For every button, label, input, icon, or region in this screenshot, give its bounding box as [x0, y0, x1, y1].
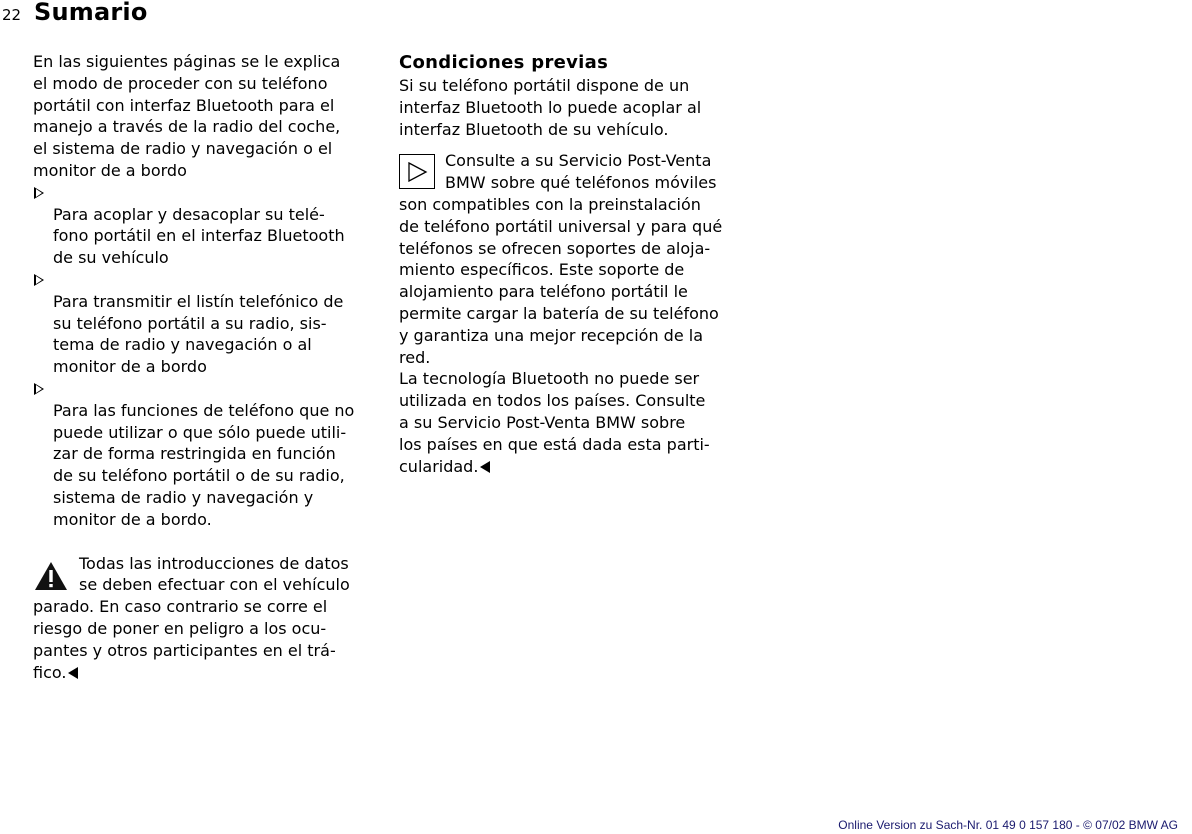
list-item-text: Para acoplar y desacoplar su telé- fono portátil en el interfaz Bluetooth de su vehículo — [53, 204, 345, 268]
footer-copyright: Online Version zu Sach-Nr. 01 49 0 157 180 - © 07/02 BMW AG — [838, 818, 1178, 832]
list-item-text: Para transmitir el listín telefónico de su teléfono portátil a su radio, sis- tema de radio y navegación o al monitor de a bordo — [53, 291, 344, 377]
bullet-triangle-icon — [34, 187, 44, 199]
bullet-list — [33, 182, 383, 531]
prerequisites-paragraph: Si su teléfono portátil dispone de un interfaz Bluetooth lo puede acoplar al interfaz Bluetooth de su vehículo. — [399, 76, 702, 139]
note-text-rest — [399, 194, 749, 477]
page-number: 22 — [2, 6, 22, 24]
section-heading: Condiciones previas — [399, 52, 609, 73]
end-marker-icon — [480, 461, 490, 473]
warning-triangle-icon — [33, 560, 69, 592]
list-item-text: Para las funciones de teléfono que no puede utilizar o que sólo puede utili- zar de forma restringida en función de su teléfono portátil o de su radio, sistema de radio y navegación y monitor de a bordo. — [53, 400, 355, 529]
end-marker-icon — [68, 667, 78, 679]
list-item — [33, 269, 383, 378]
right-column — [399, 51, 749, 477]
left-column — [33, 51, 383, 683]
bullet-triangle-icon — [34, 274, 44, 286]
note-text-body: son compatibles con la preinstalación de teléfono portátil universal y para qué teléfonos se ofrecen soportes de aloja- miento específicos. Este soporte de alojamiento para teléfono portátil le permite cargar la batería de su teléfono y garantiza una mejor recepción de la red. La tecnología Bluetooth no puede ser utilizada en todos los países. Consulte a su Servicio Post-Venta BMW sobre los países en que está dada esta parti- cularidad. — [399, 194, 723, 476]
list-item — [33, 378, 383, 531]
warning-note — [33, 553, 383, 684]
warning-text-body: parado. En caso contrario se corre el riesgo de poner en peligro a los ocu- pantes y otros participantes en el trá- fico. — [33, 597, 336, 682]
page-title: Sumario — [34, 0, 148, 26]
info-note — [399, 150, 749, 477]
bullet-triangle-icon — [34, 383, 44, 395]
note-arrow-icon — [399, 154, 435, 189]
warning-text-rest — [33, 596, 383, 683]
list-item — [33, 182, 383, 269]
note-text-first: Consulte a su Servicio Post-Venta BMW sobre qué teléfonos móviles — [445, 151, 717, 193]
warning-text-first: Todas las introducciones de datos se deben efectuar con el vehículo — [79, 553, 350, 595]
intro-paragraph: En las siguientes páginas se le explica el modo de proceder con su teléfono portátil con interfaz Bluetooth para el manejo a través de la radio del coche, el sistema de radio y navegación o el monitor de a bordo — [33, 52, 341, 180]
